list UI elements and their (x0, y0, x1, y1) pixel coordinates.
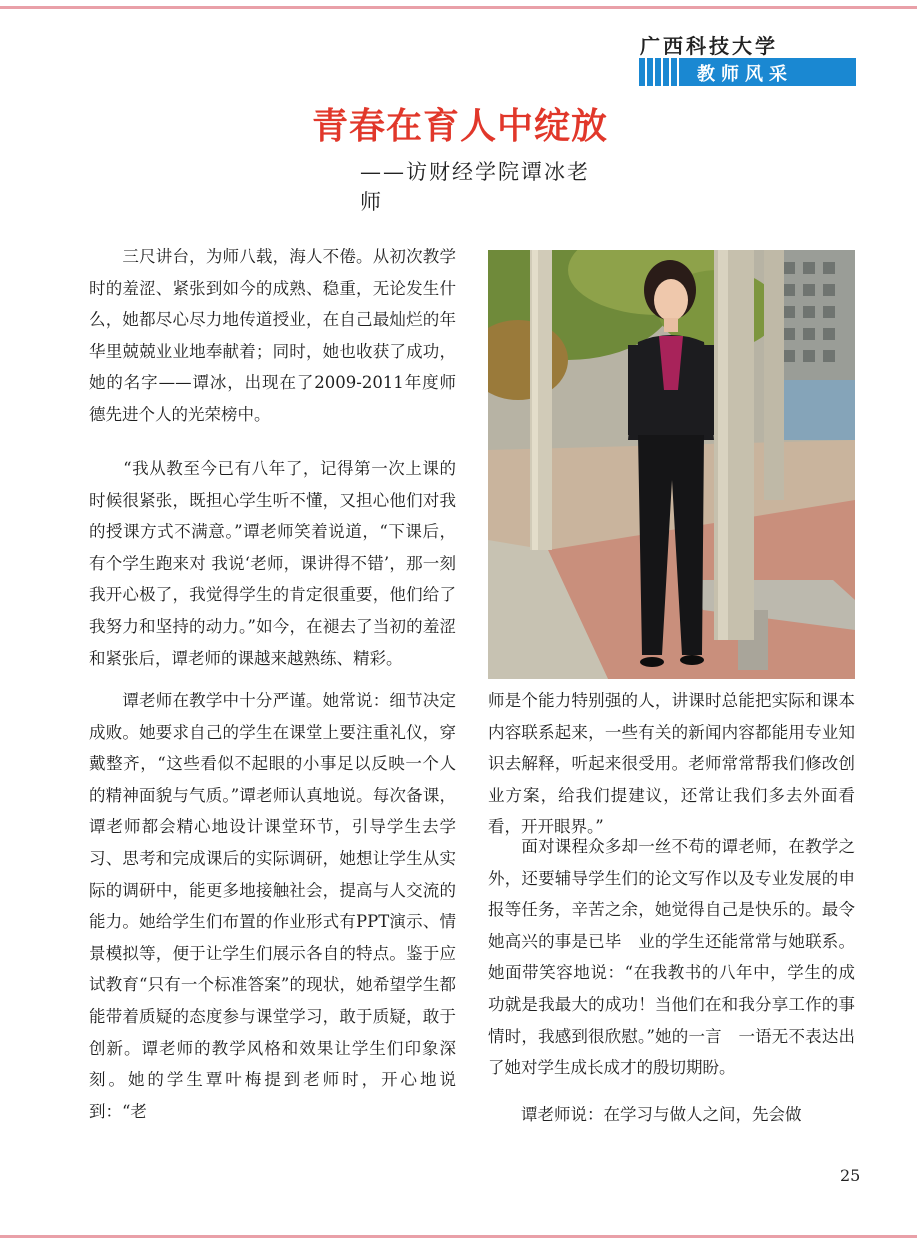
page-number: 25 (840, 1166, 861, 1185)
article-title: 青春在育人中绽放 (311, 105, 608, 147)
paragraph-3: 谭老师在教学中十分严谨。她常说：细节决定成败。她要求自己的学生在课堂上要注重礼仪，穿戴整齐，“这些看似不起眼的小事足以反映一个人的精神面貌与气质。”谭老师认真地说。每次备课，谭老师都会精心地设计课堂环节，引导学生去学习、思考和完成课后的实际调研，她想让学生从实际的调研中，能更多地接触社会，提高与人交流的能力。她给学生们布置的作业形式有PPT演示、情景模拟等，便于让学生们展示各自的特点。鉴于应试教育“只有一个标准答案”的现状，她希望学生都能带着质疑的态度参与课堂学习，敢于质疑，敢于创新。谭老师的教学风格和效果让学生们印象深刻。她的学生覃叶梅提到老师时，开心地说到：“老 (89, 691, 456, 1121)
column-banner (637, 58, 856, 86)
paragraph-1: 三尺讲台，为师八载，海人不倦。从初次教学时的羞涩、紧张到如今的成熟、稳重，无论发生什么，她都尽心尽力地传道授业，在自己最灿烂的年华里兢兢业业地奉献着；同时，她也收获了成功，她的名字——谭冰，出现在了2009-2011年度师德先进个人的光荣榜中。 (89, 247, 456, 424)
teacher-photo (488, 250, 855, 679)
paragraph-4: 师是个能力特别强的人，讲课时总能把实际和课本内容联系起来，一些有关的新闻内容都能用专业知识去解释，听起来很受用。老师常常帮我们修改创业方案，给我们提建议，还常让我们多去外面看看，开开眼界。” (488, 691, 855, 837)
paragraph-6: 谭老师说：在学习与做人之间，先会做 (488, 1105, 802, 1124)
column-name: 教师风采 (697, 64, 793, 85)
bottom-border-rule (0, 1235, 917, 1238)
university-name: 广西科技大学 (640, 34, 778, 58)
paragraph-2: “我从教至今已有八年了，记得第一次上课的时候很紧张，既担心学生听不懂，又担心他们对我的授课方式不满意。”谭老师笑着说道，“下课后，有个学生跑来对 我说‘老师，课讲得不错’，那一刻我开心极了，我觉得学生的肯定很重要，他们给了我努力和坚持的动力。”如今，在褪去了当初的羞涩和紧张后，谭老师的课越来越熟练、精彩。 (89, 459, 456, 668)
article-subtitle: ——访财经学院谭冰老师 (360, 160, 590, 214)
top-border-rule (0, 6, 917, 9)
paragraph-5: 面对课程众多却一丝不苟的谭老师，在教学之外，还要辅导学生们的论文写作以及专业发展的申报等任务，辛苦之余，她觉得自己是快乐的。最令她高兴的事是已毕 业的学生还能常常与她联系。她面带笑容地说：“在我教书的八年中，学生的成功就是我最大的成功！当他们在和我分享工作的事情时，我感到很欣慰。”她的一言 一语无不表达出了她对学生成长成才的殷切期盼。 (488, 837, 855, 1078)
banner-stripes (637, 58, 683, 86)
